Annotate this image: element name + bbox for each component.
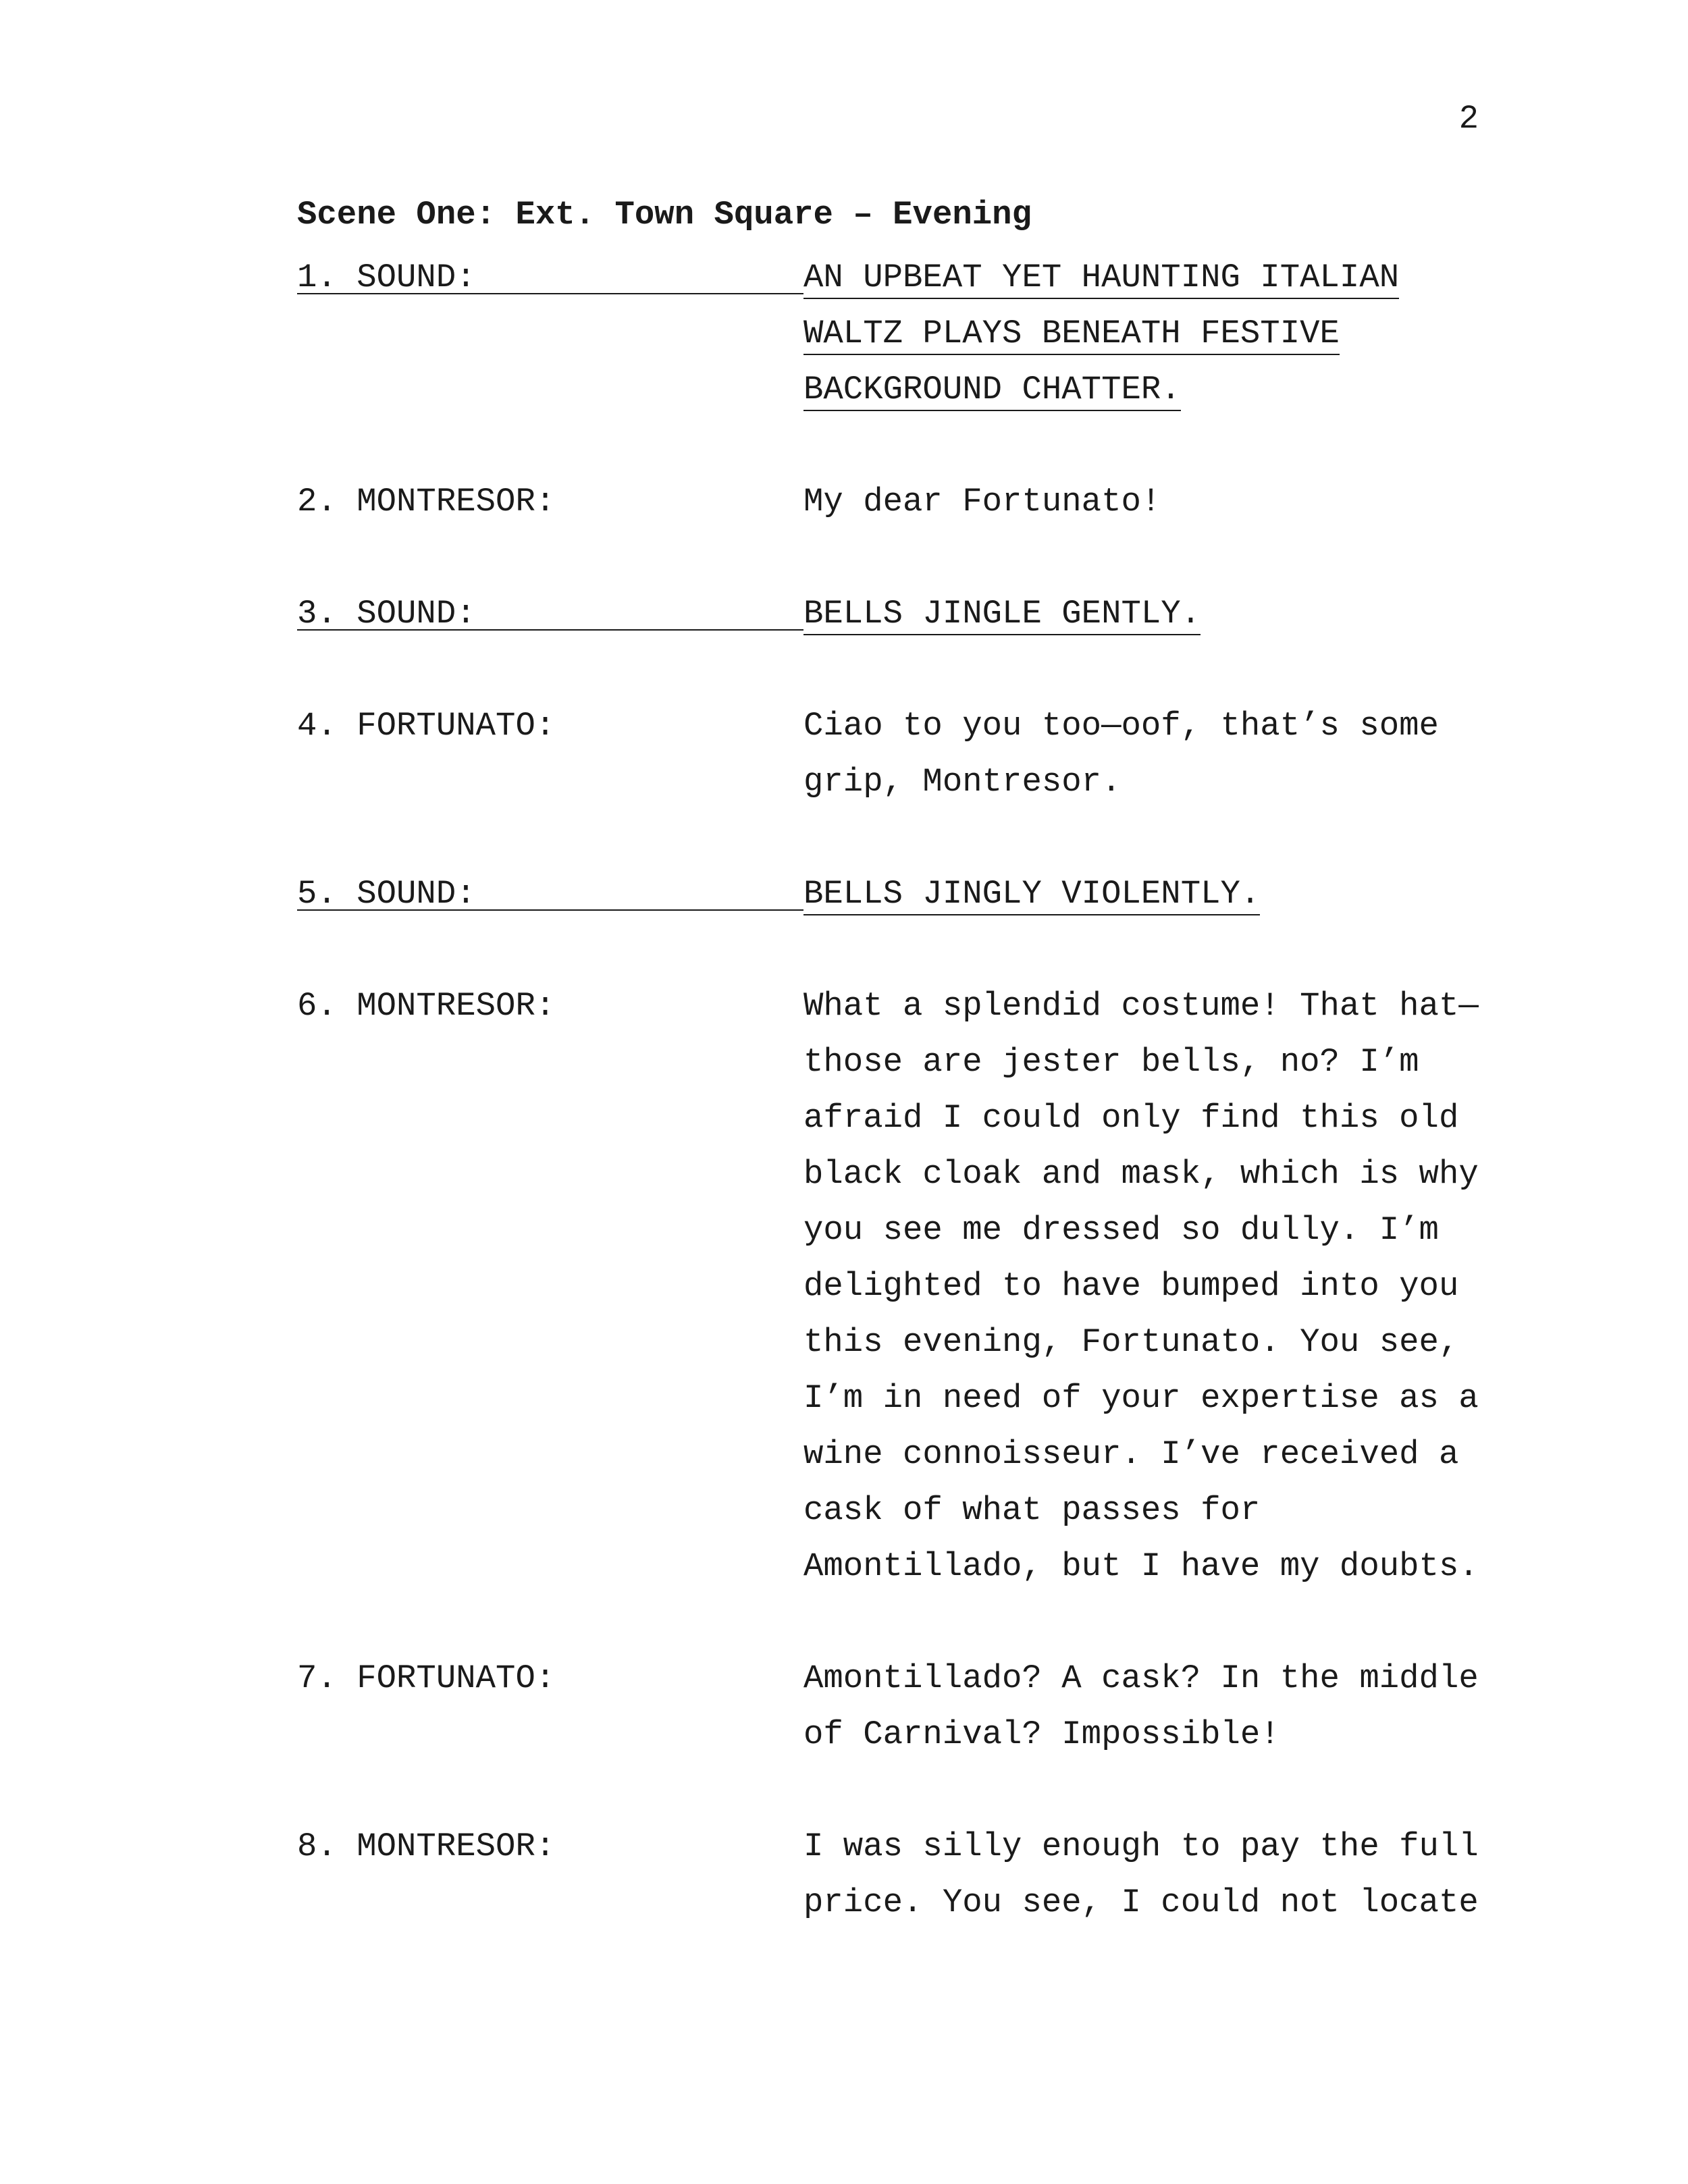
speech-line: black cloak and mask, which is why: [803, 1155, 1479, 1193]
character-cue: 3. SOUND:: [297, 586, 803, 631]
speech-line: AN UPBEAT YET HAUNTING ITALIAN: [803, 250, 1479, 306]
character-cue: 7. FORTUNATO:: [297, 1659, 556, 1697]
dialogue: [803, 474, 1479, 530]
speech-line: wine connoisseur. I’ve received a: [803, 1435, 1459, 1473]
speech-line: delighted to have bumped into you: [803, 1267, 1459, 1305]
script-entry-dialogue: [297, 474, 1485, 530]
speech-line: What a splendid costume! That hat—: [803, 987, 1479, 1025]
scene-heading: Scene One: Ext. Town Square – Evening: [297, 196, 1032, 234]
speech-line: you see me dressed so dully. I’m: [803, 1211, 1439, 1249]
script-entry-dialogue: [297, 978, 1485, 1595]
character-cue: 4. FORTUNATO:: [297, 707, 556, 745]
sound-direction: [803, 866, 1479, 922]
character-cue: 1. SOUND:: [297, 250, 803, 294]
speech-line: Amontillado? A cask? In the middle: [803, 1659, 1479, 1697]
script-entry-dialogue: [297, 1651, 1485, 1763]
speech-line: Amontillado, but I have my doubts.: [803, 1547, 1479, 1585]
character-cue: 5. SOUND:: [297, 866, 803, 911]
speech-line: grip, Montresor.: [803, 763, 1122, 801]
speech-line: I was silly enough to pay the full: [803, 1828, 1479, 1865]
script-entry-sound: [297, 250, 1485, 418]
script-entry-dialogue: [297, 1819, 1485, 1931]
speech-line: Ciao to you too—oof, that’s some: [803, 707, 1439, 745]
script-entry-sound: [297, 586, 1485, 642]
dialogue: [803, 1651, 1479, 1763]
speech-line: those are jester bells, no? I’m: [803, 1043, 1419, 1081]
speech-line: BELLS JINGLE GENTLY.: [803, 586, 1479, 642]
sound-direction: [803, 586, 1479, 642]
script-entry-sound: [297, 866, 1485, 922]
speech-line: BACKGROUND CHATTER.: [803, 362, 1479, 418]
character-cue: 6. MONTRESOR:: [297, 987, 556, 1025]
speech-line: BELLS JINGLY VIOLENTLY.: [803, 866, 1479, 922]
speech-line: WALTZ PLAYS BENEATH FESTIVE: [803, 306, 1479, 362]
speech-line: cask of what passes for: [803, 1491, 1261, 1529]
speech-line: price. You see, I could not locate: [803, 1884, 1479, 1921]
page-number: 2: [1458, 100, 1479, 138]
speech-line: I’m in need of your expertise as a: [803, 1379, 1479, 1417]
speech-line: afraid I could only find this old: [803, 1099, 1459, 1137]
speech-line: My dear Fortunato!: [803, 483, 1161, 521]
speech-line: of Carnival? Impossible!: [803, 1715, 1280, 1753]
script-body: [297, 250, 1485, 1987]
dialogue: [803, 978, 1479, 1595]
dialogue: [803, 1819, 1479, 1931]
character-cue: 8. MONTRESOR:: [297, 1828, 556, 1865]
character-cue: 2. MONTRESOR:: [297, 483, 556, 521]
dialogue: [803, 698, 1479, 810]
speech-line: this evening, Fortunato. You see,: [803, 1323, 1459, 1361]
script-entry-dialogue: [297, 698, 1485, 810]
sound-direction: [803, 250, 1479, 418]
